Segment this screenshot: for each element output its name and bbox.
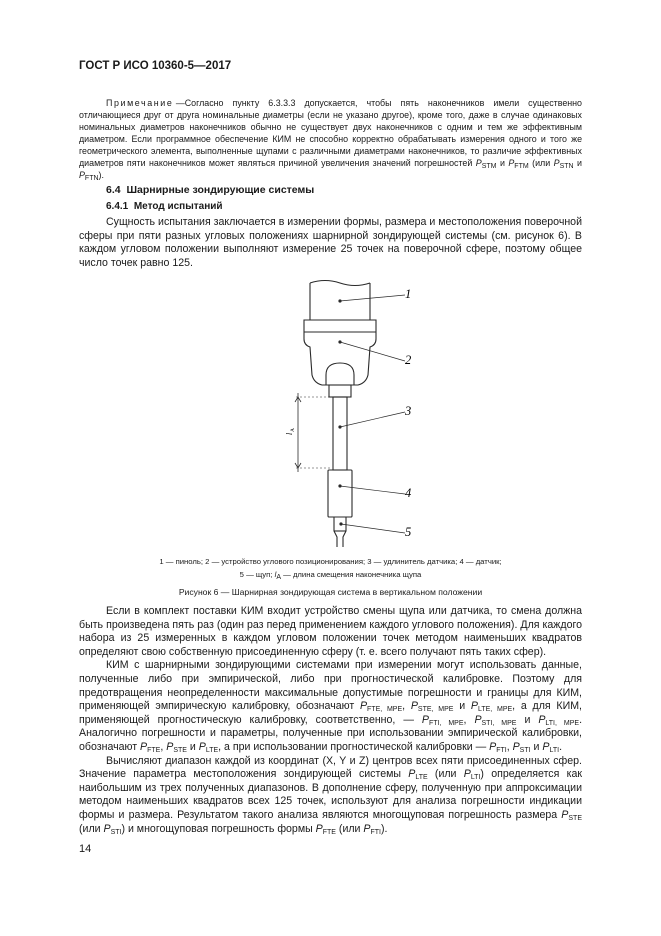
paragraph-range: Вычисляют диапазон каждой из координат (X, Y и Z) центров всех пяти присоединенных сфер. Значение параметра местоположения зондирующей системы $P_{LTE}$ (или $P_{LTI}$) определяется как наибольшим из трех полученных диапазонов. В дополнение сферу, полученную при аппроксимации методом наименьших квадратов всех 125 точек, используют для анализа погрешности индикации формы и размера. Результатом такого анализа являются многощуповая погрешность размера $P_{STE}$ (или $P_{STI}$) и многощуповая погрешность формы $P_{FTE}$ (или $P_{FTI}$). xyxy=(79,754,582,836)
leader-2 xyxy=(340,342,405,361)
note-paragraph: Примечание —Согласно пункту 6.3.3.3 допускается, чтобы пять наконечников имели существенно отличающиеся друг от друга номинальные диаметры (если не указано другое), кроме того, даже в случае одинаковых номинальных диаметров наконечников обычно не существует двух наконечников с одним и тем же эффективным диаметром. Если программное обеспечение КИМ не способно корректно обрабатывать измерения одного и того же геометрического элемента, выполненные щупами с различными диаметрами наконечников, то различие эффективных диаметров пяти наконечников может являться причиной увеличения значений погрешностей $P_{STM}$ и $P_{FTM}$ (или $P_{STN}$ и $P_{FTN}$). xyxy=(79,98,582,182)
section-heading: 6.4 Шарнирные зондирующие системы xyxy=(106,184,315,196)
callout-4: 4 xyxy=(405,486,412,500)
figure-caption: Рисунок 6 — Шарнирная зондирующая система в вертикальном положении xyxy=(178,587,483,597)
probe-extension xyxy=(333,397,347,470)
paragraph-method: Сущность испытания заключается в измерении формы, размера и местоположения поверочной сферы при пяти разных угловых положениях шарнирной зондирующей системы (см. рисунок 6). В каждом угловом положении выполняют измерение 25 точек на поверочной сфере, поэтому общее число точек равно 125. xyxy=(79,216,582,269)
leader-dot-1 xyxy=(338,299,341,302)
leader-1 xyxy=(340,295,405,301)
leader-5 xyxy=(341,524,405,533)
leader-dot-3 xyxy=(338,425,341,428)
dimension-label xyxy=(285,428,296,435)
device-neck xyxy=(326,363,354,385)
leader-dot-4 xyxy=(338,484,341,487)
collar xyxy=(329,385,351,397)
figure-legend-line2: 5 — щуп; $l_A$ — длина смещения наконечника щупа xyxy=(239,570,422,581)
probe-system-figure xyxy=(240,275,440,547)
callout-3: 3 xyxy=(405,404,412,418)
leader-3 xyxy=(340,412,405,427)
quill-break xyxy=(310,281,370,286)
probe-body xyxy=(328,470,352,517)
subsection-heading: 6.4.1 Метод испытаний xyxy=(106,201,223,212)
callout-5: 5 xyxy=(405,525,412,539)
callout-2: 2 xyxy=(405,353,412,367)
leader-dot-5 xyxy=(339,522,342,525)
paragraph-calibration: КИМ с шарнирными зондирующими системами при измерении могут использовать данные, полученные либо при эмпирической, либо при прогностической калибровке. Поэтому для предотвращения неопределенности максимальные допустимые погрешности и границы для КИМ, применяющей эмпирическую калибровку, обозначают $P_{FTE, MPE}$, $P_{STE, MPE}$ и $P_{LTE, MPE}$, а для КИМ, применяющей прогностическую калибровку, соответственно, — $P_{FTI, MPE}$, $P_{STI, MPE}$ и $P_{LTI, MPE}$. Аналогично погрешности и параметры, полученные при использовании эмпирической калибровки, обозначают $P_{FTE}$, $P_{STE}$ и $P_{LTE}$, а при использовании прогностической калибровки — $P_{FTI}$, $P_{STI}$ и $P_{LTI}$. xyxy=(79,659,583,754)
svg-text:A: A xyxy=(290,428,296,432)
body-text xyxy=(79,605,582,836)
leader-dot-2 xyxy=(338,340,341,343)
page-number: 14 xyxy=(79,843,92,855)
leader-4 xyxy=(340,486,405,494)
paragraph-changer: Если в комплект поставки КИМ входит устройство смены щупа или датчика, то смена должна быть произведена пять раз (один раз перед применением каждого углового положения). Для каждого набора из 25 измеренных в каждом угловом положении точек методом наименьших квадратов определяют свою собственную присоединенную сферу (т. е. всего получают пять таких сфер). xyxy=(79,605,582,658)
page-header: ГОСТ Р ИСО 10360-5—2017 xyxy=(79,60,232,72)
note-label: Примечание xyxy=(106,98,174,108)
svg-text:l: l xyxy=(285,432,294,435)
callout-1: 1 xyxy=(405,287,412,301)
stylus xyxy=(334,517,346,547)
angular-positioning-device xyxy=(304,320,376,385)
figure-legend-line1: 1 — пиноль; 2 — устройство углового позиционирования; 3 — удлинитель датчика; 4 — датчик; xyxy=(159,557,502,566)
